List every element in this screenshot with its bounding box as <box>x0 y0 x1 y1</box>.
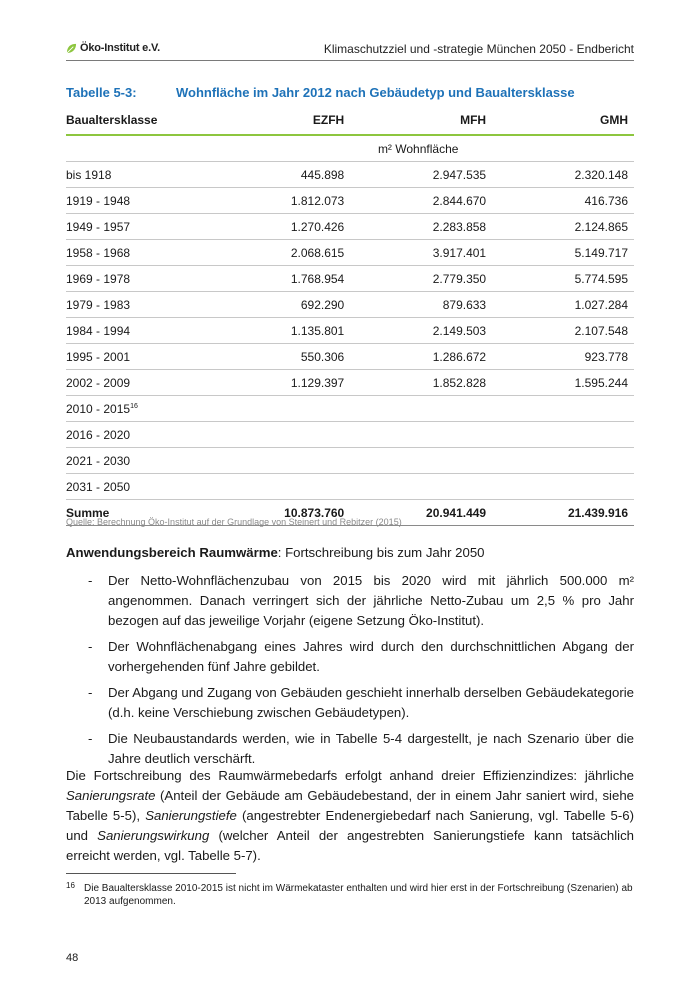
row-label <box>66 188 208 214</box>
page-header <box>66 40 634 61</box>
cell-gmh: 5.149.717 <box>492 240 634 266</box>
list-item-text: Der Abgang und Zugang von Gebäuden geschieht innerhalb derselben Gebäudekategorie (d.h. keine Verschiebung zwischen Gebäudetypen). <box>108 685 634 720</box>
cell-mfh: 3.917.401 <box>350 240 492 266</box>
cell-mfh: 879.633 <box>350 292 492 318</box>
cell-gmh <box>492 474 634 500</box>
logo <box>66 42 160 54</box>
footnote-number: 16 <box>66 881 75 890</box>
cell-gmh <box>492 448 634 474</box>
sum-label: Summe <box>66 500 208 526</box>
row-label-text: 1979 - 1983 <box>66 297 131 312</box>
list-item <box>66 571 634 631</box>
footnote-text: Die Baualtersklasse 2010-2015 ist nicht im Wärmekataster enthalten und wird hier erst in der Fortschreibung (Szenarien) ab 2013 aufgenommen. <box>84 883 633 907</box>
list-item-text: Die Neubaustandards werden, wie in Tabelle 5-4 dargestellt, je nach Szenario über die Jahre deutlich verschärft. <box>108 731 634 766</box>
cell-mfh <box>350 448 492 474</box>
row-label-text: 1984 - 1994 <box>66 323 131 338</box>
cell-ezfh: 2.068.615 <box>208 240 350 266</box>
table-row <box>66 188 634 214</box>
cell-mfh <box>350 396 492 422</box>
footnote <box>66 882 634 908</box>
dash-bullet: - <box>88 731 93 746</box>
cell-ezfh: 1.812.073 <box>208 188 350 214</box>
cell-mfh: 2.844.670 <box>350 188 492 214</box>
cell-gmh: 1.595.244 <box>492 370 634 396</box>
table-row <box>66 214 634 240</box>
list-item-text: Der Netto-Wohnflächenzubau von 2015 bis 2020 wird mit jährlich 500.000 m² angenommen. Danach verringert sich der jährliche Netto-Zubau um 2,5 % pro Jahr bezogen auf das jeweilige Vorjahr (eigene Setzung Öko-Institut). <box>108 573 634 628</box>
row-label <box>66 344 208 370</box>
cell-mfh <box>350 474 492 500</box>
footnote-divider <box>66 873 236 874</box>
row-label-text: bis 1918 <box>66 167 112 182</box>
section-heading-bold: Anwendungsbereich Raumwärme <box>66 545 278 560</box>
row-label-text: 2021 - 2030 <box>66 453 131 468</box>
leaf-logo-icon <box>66 43 77 54</box>
table-row <box>66 448 634 474</box>
table-row <box>66 422 634 448</box>
sum-gmh: 21.439.916 <box>492 500 634 526</box>
row-label <box>66 214 208 240</box>
unit-cell-empty <box>66 135 208 162</box>
table-row <box>66 344 634 370</box>
bullet-list <box>66 571 634 775</box>
row-label <box>66 396 208 422</box>
cell-ezfh: 692.290 <box>208 292 350 318</box>
cell-ezfh: 445.898 <box>208 162 350 188</box>
row-label <box>66 422 208 448</box>
cell-mfh: 2.283.858 <box>350 214 492 240</box>
paragraph-term: Sanierungswirkung <box>97 828 210 843</box>
cell-gmh <box>492 396 634 422</box>
table-row <box>66 370 634 396</box>
body-paragraph <box>66 766 634 866</box>
list-item <box>66 637 634 677</box>
cell-gmh: 2.107.548 <box>492 318 634 344</box>
table-caption-title: Wohnfläche im Jahr 2012 nach Gebäudetyp und Baualtersklasse <box>176 85 575 100</box>
row-label-text: 2016 - 2020 <box>66 427 131 442</box>
row-label-text: 1958 - 1968 <box>66 245 131 260</box>
cell-ezfh <box>208 396 350 422</box>
paragraph-text: (welcher Anteil der angestrebten Sanierungstiefe kann tatsächlich erreicht werden, vgl. Tabelle 5-7). <box>66 828 634 863</box>
table-header-row <box>66 106 634 135</box>
row-label <box>66 474 208 500</box>
cell-ezfh: 1.270.426 <box>208 214 350 240</box>
row-label-text: 2002 - 2009 <box>66 375 131 390</box>
cell-mfh: 1.286.672 <box>350 344 492 370</box>
cell-ezfh: 1.129.397 <box>208 370 350 396</box>
row-label <box>66 318 208 344</box>
cell-mfh: 2.947.535 <box>350 162 492 188</box>
cell-ezfh <box>208 474 350 500</box>
dash-bullet: - <box>88 685 93 700</box>
cell-gmh: 2.124.865 <box>492 214 634 240</box>
row-label <box>66 162 208 188</box>
section-heading-rest: : Fortschreibung bis zum Jahr 2050 <box>277 545 485 560</box>
paragraph-term: Sanierungsrate <box>66 788 156 803</box>
paragraph-text: (angestrebter Endenergiebedarf nach Sanierung, vgl. Tabelle 5-6) und <box>66 808 635 843</box>
row-label <box>66 448 208 474</box>
cell-gmh <box>492 422 634 448</box>
page-number: 48 <box>66 952 79 964</box>
column-header: Baualtersklasse <box>66 106 208 135</box>
cell-gmh: 5.774.595 <box>492 266 634 292</box>
cell-gmh: 416.736 <box>492 188 634 214</box>
row-label-text: 1995 - 2001 <box>66 349 131 364</box>
row-label-text: 2010 - 2015 <box>66 401 131 416</box>
row-label <box>66 370 208 396</box>
header-title: Klimaschutzziel und -strategie München 2050 - Endbericht <box>323 42 634 56</box>
column-header: EZFH <box>208 106 350 135</box>
column-header: GMH <box>492 106 634 135</box>
cell-mfh <box>350 422 492 448</box>
cell-gmh: 1.027.284 <box>492 292 634 318</box>
table-row <box>66 474 634 500</box>
cell-ezfh: 1.135.801 <box>208 318 350 344</box>
table-row <box>66 266 634 292</box>
cell-mfh: 2.779.350 <box>350 266 492 292</box>
row-label-text: 1969 - 1978 <box>66 271 131 286</box>
cell-mfh: 1.852.828 <box>350 370 492 396</box>
list-item-text: Der Wohnflächenabgang eines Jahres wird durch den durchschnittlichen Abgang der vorhergehenden fünf Jahre gebildet. <box>108 639 634 674</box>
list-item <box>66 729 634 769</box>
paragraph-text: (Anteil der Gebäude am Gebäudebestand, der in einem Jahr saniert wird, siehe Tabelle 5-5), <box>66 788 634 823</box>
cell-ezfh: 1.768.954 <box>208 266 350 292</box>
row-label-text: 2031 - 2050 <box>66 479 131 494</box>
sum-ezfh: 10.873.760 <box>208 500 350 526</box>
cell-ezfh <box>208 422 350 448</box>
list-item <box>66 683 634 723</box>
paragraph-text: Die Fortschreibung des Raumwärmebedarfs erfolgt anhand dreier Effizienzindizes: jährliche <box>66 768 634 783</box>
row-label <box>66 266 208 292</box>
section-heading <box>66 543 634 563</box>
column-header: MFH <box>350 106 492 135</box>
cell-mfh: 2.149.503 <box>350 318 492 344</box>
unit-cell: m² Wohnfläche <box>208 135 634 162</box>
row-label-text: 1919 - 1948 <box>66 193 131 208</box>
cell-gmh: 2.320.148 <box>492 162 634 188</box>
paragraph-term: Sanierungstiefe <box>145 808 237 823</box>
row-label <box>66 240 208 266</box>
data-table <box>66 106 634 526</box>
row-label <box>66 292 208 318</box>
table-caption <box>66 85 575 100</box>
table-row <box>66 292 634 318</box>
table-row <box>66 396 634 422</box>
row-label-text: 1949 - 1957 <box>66 219 131 234</box>
table-row <box>66 240 634 266</box>
cell-ezfh <box>208 448 350 474</box>
logo-text: Öko-Institut e.V. <box>80 42 160 54</box>
table-source: Quelle: Berechnung Öko-Institut auf der Grundlage von Steinert und Rebitzer (2015) <box>66 517 402 527</box>
cell-ezfh: 550.306 <box>208 344 350 370</box>
dash-bullet: - <box>88 573 93 588</box>
table-row <box>66 162 634 188</box>
dash-bullet: - <box>88 639 93 654</box>
unit-row <box>66 135 634 162</box>
table-row <box>66 318 634 344</box>
sum-mfh: 20.941.449 <box>350 500 492 526</box>
footnote-ref: 16 <box>130 402 138 410</box>
cell-gmh: 923.778 <box>492 344 634 370</box>
table-caption-label: Tabelle 5-3: <box>66 85 137 100</box>
